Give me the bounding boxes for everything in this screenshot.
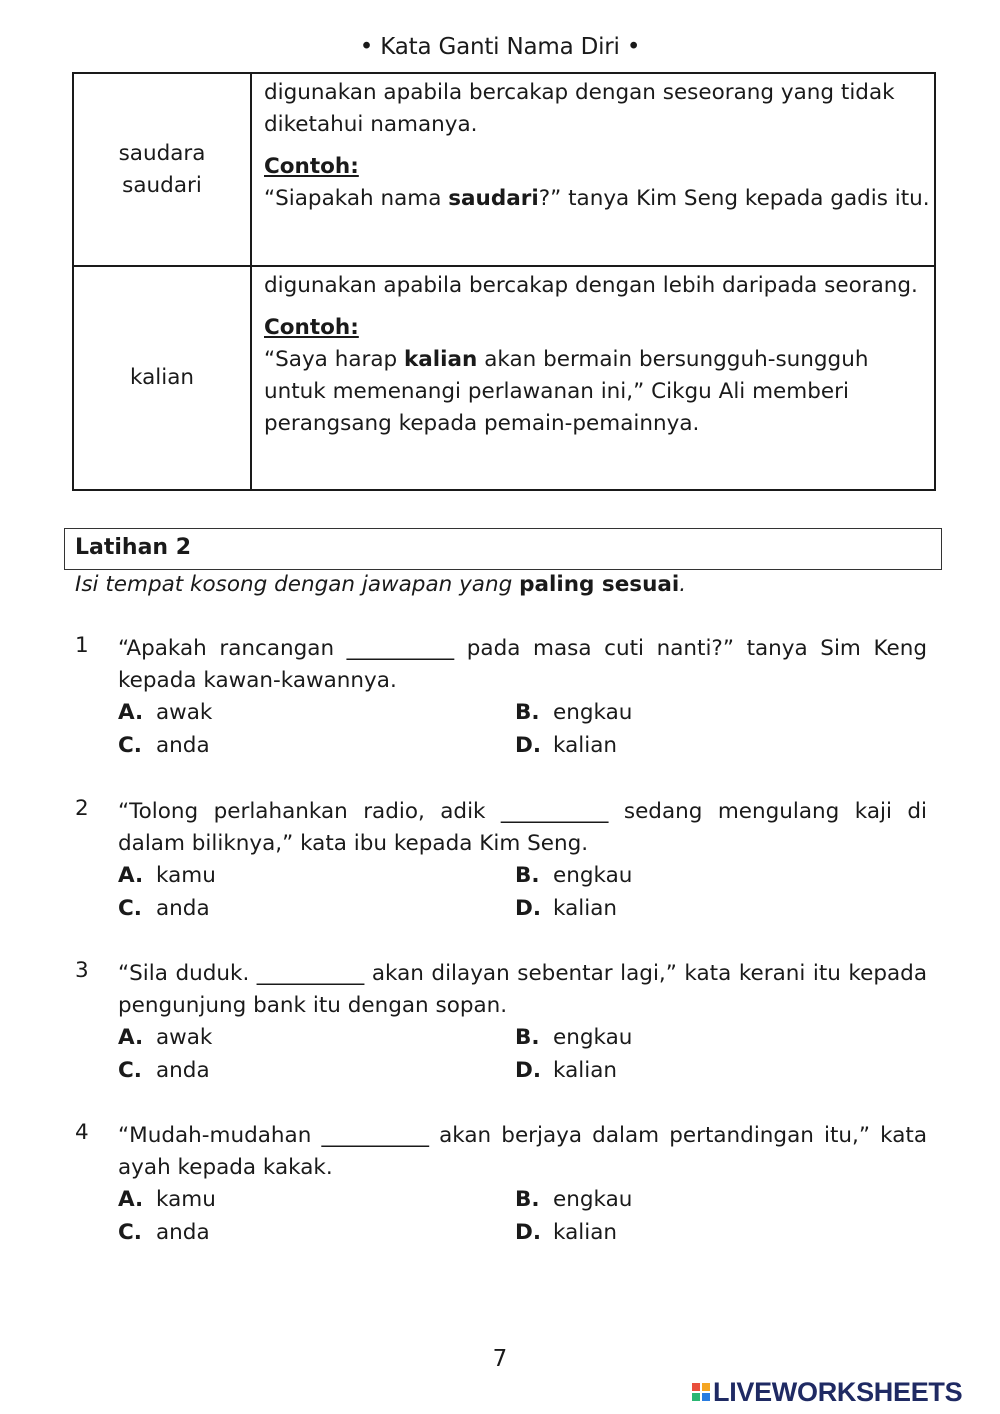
question-number: 3 xyxy=(75,958,89,983)
term-text: saudara xyxy=(118,140,206,166)
description-cell xyxy=(251,73,935,266)
exercise-heading: Latihan 2 xyxy=(75,535,192,560)
answer-options xyxy=(118,860,927,928)
description-text: digunakan apabila bercakap dengan seseorang yang tidak diketahui namanya. xyxy=(264,80,895,137)
page-title: • Kata Ganti Nama Diri • xyxy=(359,34,641,60)
logo-square xyxy=(692,1393,700,1401)
term-cell xyxy=(73,73,251,266)
option-b[interactable]: B. engkau xyxy=(515,700,633,725)
exercise-heading-box xyxy=(64,528,942,570)
option-a[interactable]: A. kamu xyxy=(118,863,216,888)
option-a[interactable]: A. kamu xyxy=(118,1187,216,1212)
logo-grid-icon xyxy=(692,1383,710,1401)
option-b[interactable]: B. engkau xyxy=(515,863,633,888)
option-c[interactable]: C. anda xyxy=(118,1058,210,1083)
question-number: 2 xyxy=(75,796,89,821)
example-text: “Siapakah nama saudari?” tanya Kim Seng kepada gadis itu. xyxy=(264,186,930,211)
table-row xyxy=(73,266,935,490)
term-text: saudari xyxy=(122,172,202,198)
answer-options xyxy=(118,1022,927,1090)
question-text: “Apakah rancangan __________ pada masa cuti nanti?” tanya Sim Keng kepada kawan-kawannya. xyxy=(118,636,927,693)
option-b[interactable]: B. engkau xyxy=(515,1025,633,1050)
option-b[interactable]: B. engkau xyxy=(515,1187,633,1212)
example-label: Contoh: xyxy=(264,315,359,340)
term-cell xyxy=(73,266,251,490)
option-a[interactable]: A. awak xyxy=(118,1025,213,1050)
liveworksheets-logo[interactable] xyxy=(692,1374,962,1410)
logo-square xyxy=(692,1383,700,1391)
logo-square xyxy=(702,1383,710,1391)
description-cell xyxy=(251,266,935,490)
example-label: Contoh: xyxy=(264,154,359,179)
question-1 xyxy=(75,633,927,765)
question-number: 1 xyxy=(75,633,89,658)
example-text: “Saya harap kalian akan bermain bersungguh-sungguh untuk memenangi perlawanan ini,” Cikgu Ali memberi perangsang kepada pemain-pemainnya. xyxy=(264,347,869,436)
pronoun-table xyxy=(72,72,936,491)
answer-options xyxy=(118,697,927,765)
exercise-instruction: Isi tempat kosong dengan jawapan yang paling sesuai. xyxy=(75,572,687,597)
logo-square xyxy=(702,1393,710,1401)
option-c[interactable]: C. anda xyxy=(118,733,210,758)
option-d[interactable]: D. kalian xyxy=(515,1220,617,1245)
question-text: “Sila duduk. __________ akan dilayan sebentar lagi,” kata kerani itu kepada pengunjung bank itu dengan sopan. xyxy=(118,961,927,1018)
option-c[interactable]: C. anda xyxy=(118,896,210,921)
option-c[interactable]: C. anda xyxy=(118,1220,210,1245)
term-text: kalian xyxy=(130,365,194,390)
option-d[interactable]: D. kalian xyxy=(515,896,617,921)
option-a[interactable]: A. awak xyxy=(118,700,213,725)
question-text: “Mudah-mudahan __________ akan berjaya dalam pertandingan itu,” kata ayah kepada kakak. xyxy=(118,1123,927,1180)
option-d[interactable]: D. kalian xyxy=(515,733,617,758)
description-text: digunakan apabila bercakap dengan lebih daripada seorang. xyxy=(264,273,918,298)
table-row xyxy=(73,73,935,266)
page-number: 7 xyxy=(492,1346,508,1372)
question-4 xyxy=(75,1120,927,1252)
brand-text: LIVEWORKSHEETS xyxy=(713,1376,963,1407)
option-d[interactable]: D. kalian xyxy=(515,1058,617,1083)
answer-options xyxy=(118,1184,927,1252)
question-2 xyxy=(75,796,927,928)
question-number: 4 xyxy=(75,1120,89,1145)
question-3 xyxy=(75,958,927,1090)
question-text: “Tolong perlahankan radio, adik __________ sedang mengulang kaji di dalam biliknya,” kata ibu kepada Kim Seng. xyxy=(118,799,927,856)
